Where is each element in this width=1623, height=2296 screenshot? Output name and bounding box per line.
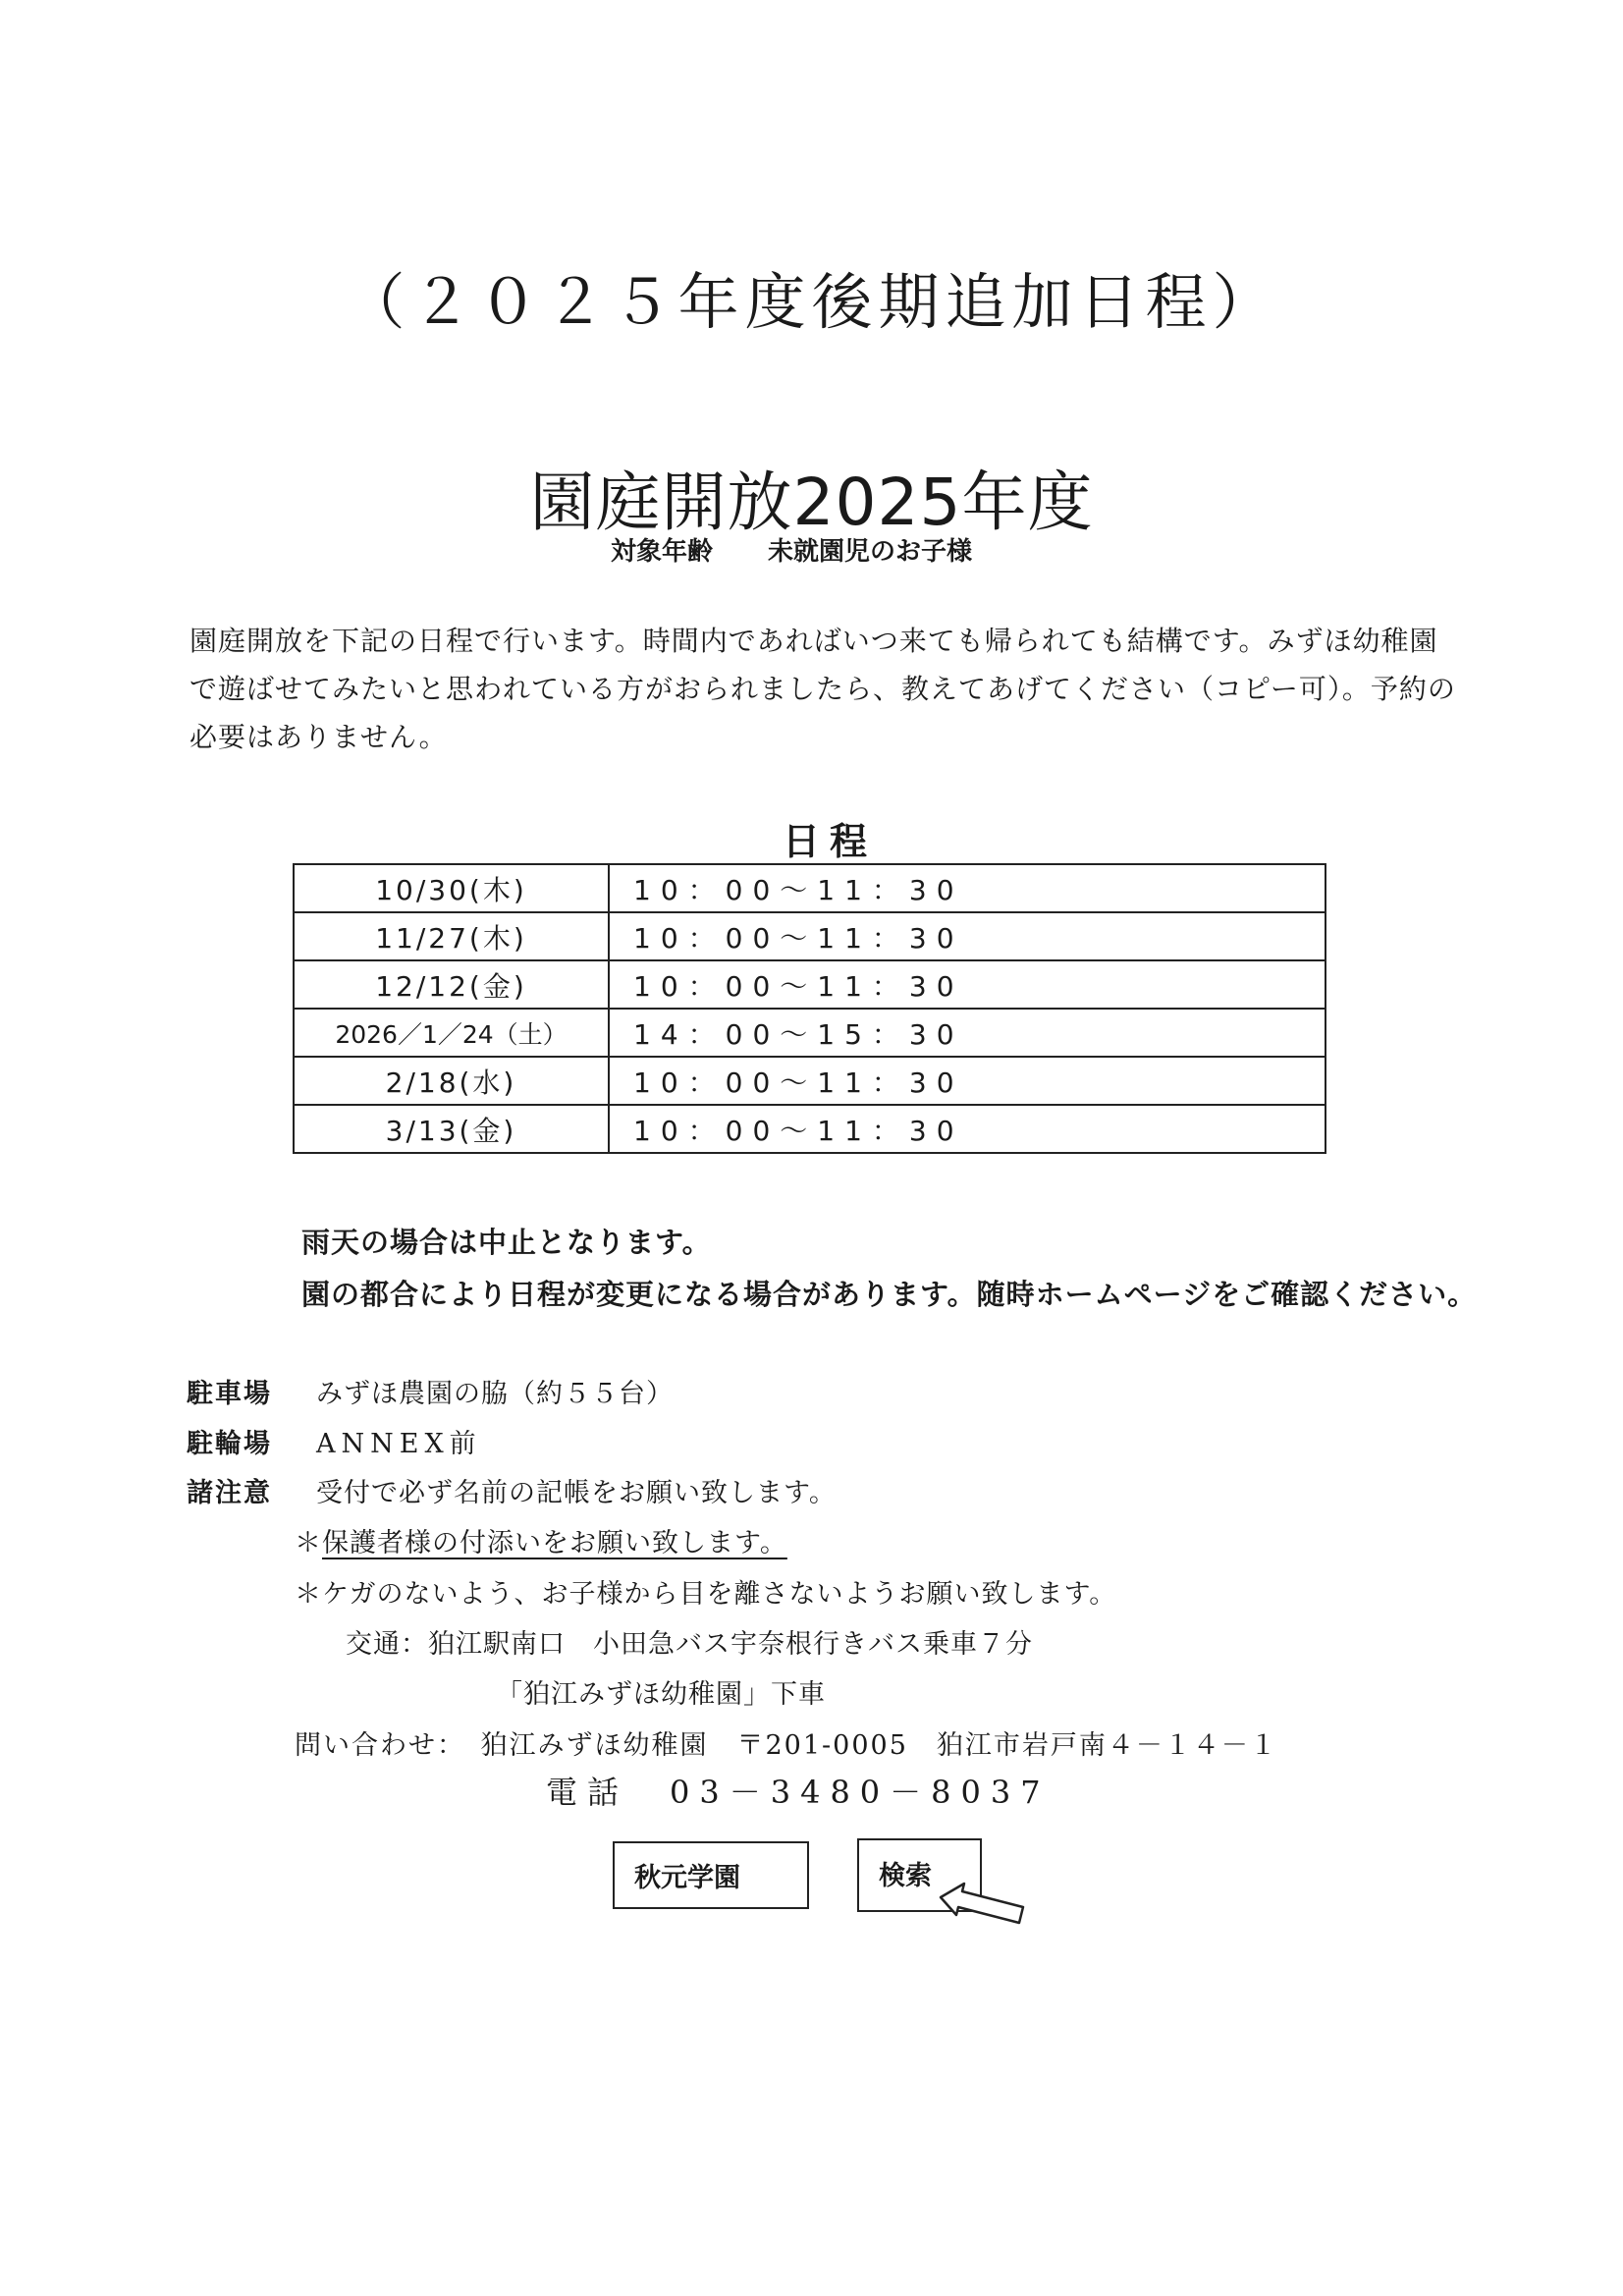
inquiry-line: 問い合わせ： 狛江みずほ幼稚園 〒201-0005 狛江市岩戸南４－１４－１	[295, 1730, 1278, 1761]
asterisk: ＊	[295, 1528, 322, 1558]
table-row	[294, 960, 1325, 1009]
schedule-date: 3/13(金)	[294, 1105, 609, 1153]
guardian-note	[295, 1521, 787, 1559]
schedule-date: 11/27(木)	[294, 912, 609, 960]
target-age-value: 未就園児のお子様	[768, 537, 973, 567]
schedule-date: 12/12(金)	[294, 960, 609, 1009]
table-row	[294, 1105, 1325, 1153]
table-row	[294, 912, 1325, 960]
page-title: 園庭開放2025年度	[529, 465, 1094, 540]
search-button: 検索	[857, 1838, 982, 1912]
notes-label: 諸注意	[187, 1478, 272, 1508]
schedule-time: 10：00～11：30	[609, 912, 1325, 960]
safety-note: ＊ケガのないよう、お子様から目を離さないようお願い致します。	[295, 1579, 1117, 1610]
phone-number: 電話 03－3480－8037	[546, 1774, 1051, 1811]
schedule-date: 2/18(水)	[294, 1057, 609, 1105]
transport-stop: 「狛江みずほ幼稚園」下車	[496, 1679, 826, 1710]
table-row	[294, 864, 1325, 912]
bike-parking-label: 駐輪場	[187, 1429, 272, 1459]
guardian-note-text: 保護者様の付添いをお願い致します。	[322, 1528, 787, 1558]
schedule-heading: 日程	[783, 820, 878, 863]
schedule-table	[293, 863, 1326, 1154]
rain-notice: 雨天の場合は中止となります。	[301, 1226, 712, 1259]
schedule-time: 10：00～11：30	[609, 864, 1325, 912]
parking-value: みずほ農園の脇（約５５台）	[316, 1379, 674, 1409]
pointer-arrow-icon	[939, 1878, 1027, 1929]
schedule-date: 2026／1／24（土）	[294, 1009, 609, 1057]
transport-line: 交通：狛江駅南口 小田急バス宇奈根行きバス乗車７分	[346, 1629, 1033, 1660]
header-subtitle: （２０２５年度後期追加日程）	[344, 266, 1279, 338]
schedule-time: 10：00～11：30	[609, 1105, 1325, 1153]
table-row	[294, 1057, 1325, 1105]
schedule-time: 10：00～11：30	[609, 1057, 1325, 1105]
notes-value: 受付で必ず名前の記帳をお願い致します。	[316, 1478, 837, 1508]
table-row	[294, 1009, 1325, 1057]
intro-paragraph: 園庭開放を下記の日程で行います。時間内であればいつ来ても帰られても結構です。みずほ幼稚園で遊ばせてみたいと思われている方がおられましたら、教えてあげてください（コピー可）。予約の必要はありません。	[189, 625, 1456, 753]
bike-parking-value: ANNEX前	[316, 1429, 482, 1459]
parking-label: 駐車場	[187, 1379, 272, 1409]
target-age-line	[611, 531, 972, 568]
schedule-change-notice: 園の都合により日程が変更になる場合があります。随時ホームページをご確認ください。	[301, 1278, 1478, 1311]
schedule-time: 14：00～15：30	[609, 1009, 1325, 1057]
search-term-box: 秋元学園	[613, 1841, 809, 1909]
schedule-time: 10：00～11：30	[609, 960, 1325, 1009]
target-age-label: 対象年齢	[611, 537, 714, 567]
schedule-date: 10/30(木)	[294, 864, 609, 912]
